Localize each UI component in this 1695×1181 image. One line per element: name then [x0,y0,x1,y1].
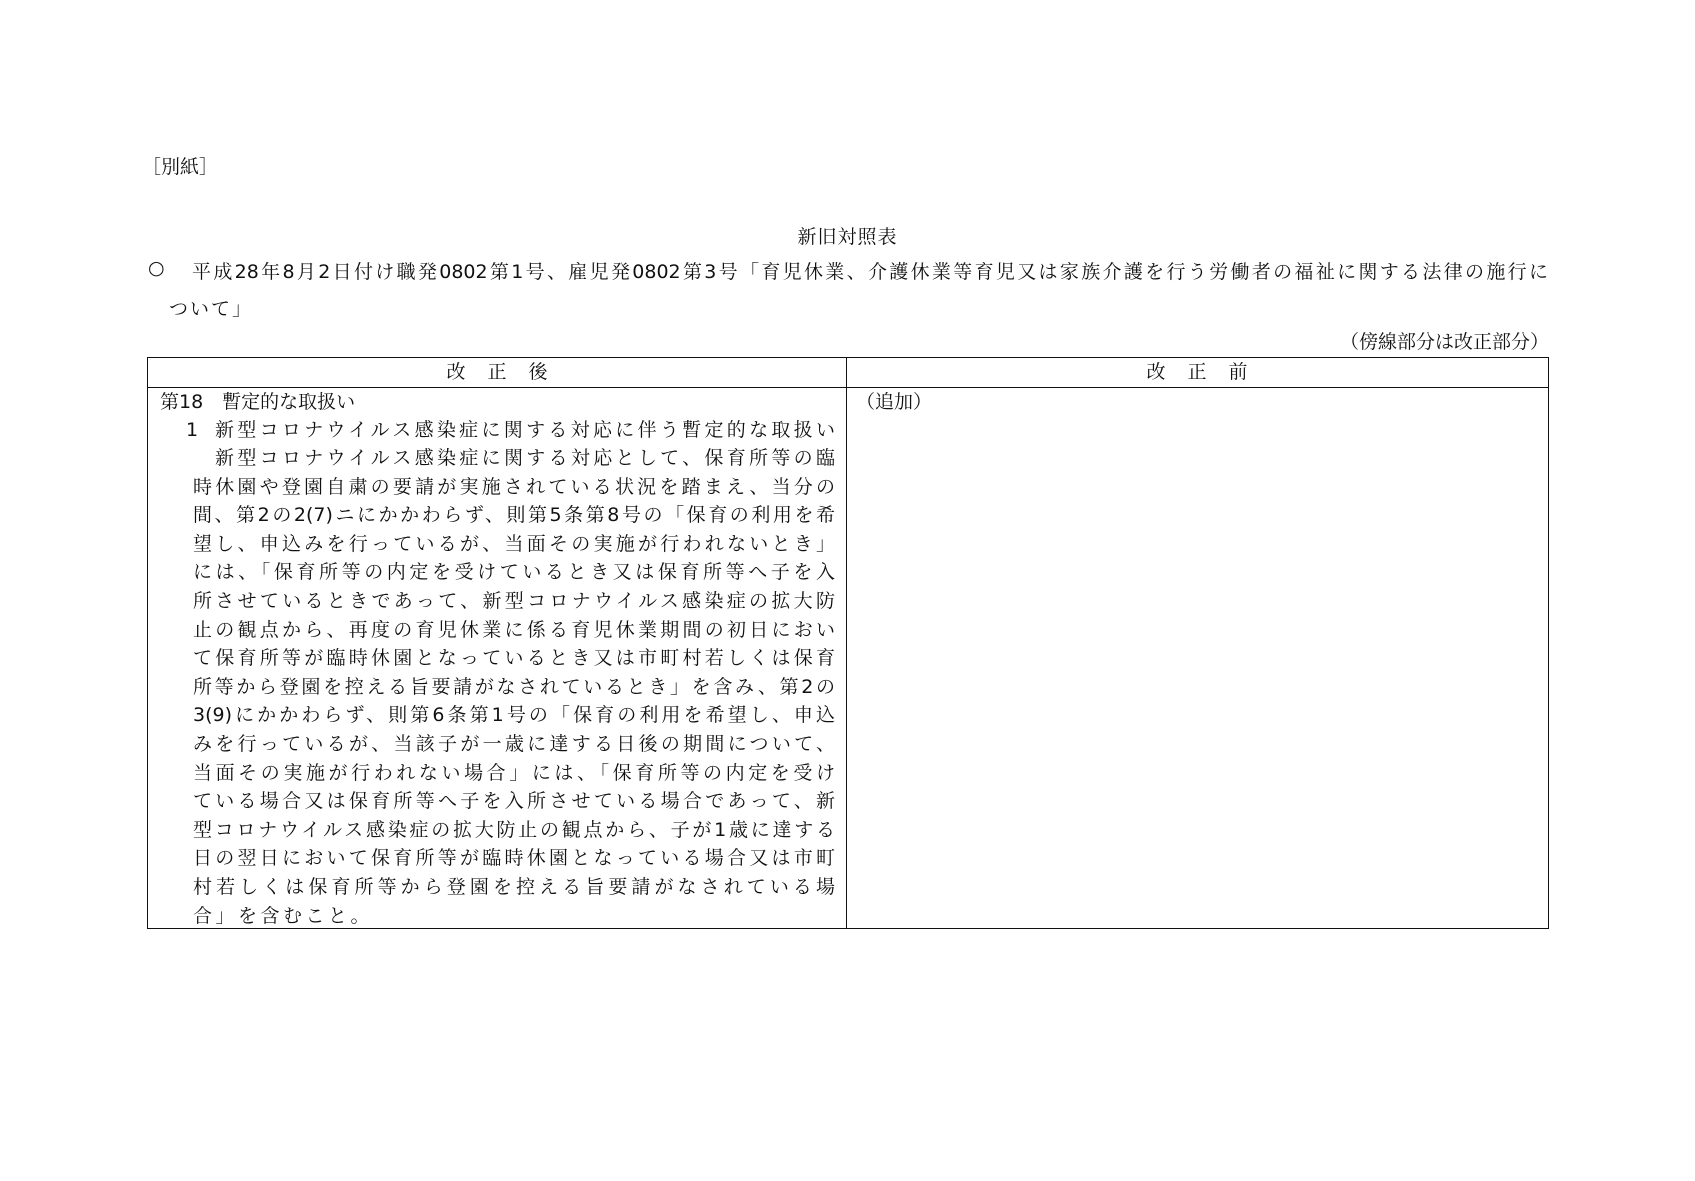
body-line: 所させているときであって、新型コロナウイルス感染症の拡大防 [193,590,835,612]
body-line: みを行っているが、当該子が一歳に達する日後の期間について、 [193,733,835,755]
body-line: 当面その実施が行われない場合」には、「保育所等の内定を受け [193,761,835,784]
table-header [148,358,1548,388]
attachment-label: ［別紙］ [142,156,219,178]
body-line: 合」を含むこと。 [193,904,374,927]
notice-line-1: 平成28年8月2日付け職発0802第1号、雇児発0802第3号「育児休業、介護休業等育児又は家族介護を行う労働者の福祉に関する法律の施行に [192,261,1548,283]
amendment-note: （傍線部分は改正部分） [1339,331,1549,353]
body-line: 望し、申込みを行っているが、当面その実施が行われないとき」 [193,532,835,555]
body-line: 3(9)にかかわらず、則第6条第1号の「保育の利用を希望し、申込 [193,704,835,727]
header-before: 改正前 [1146,361,1270,383]
header-after: 改正後 [446,361,570,383]
comparison-table [147,357,1549,929]
item-title: 新型コロナウイルス感染症に関する対応に伴う暫定的な取扱い [215,419,835,441]
body-line: 日の翌日において保育所等が臨時休園となっている場合又は市町 [193,847,835,870]
body-line: には、「保育所等の内定を受けているとき又は保育所等へ子を入 [193,561,835,584]
body-line: 新型コロナウイルス感染症に関する対応として、保育所等の臨 [215,447,835,469]
body-line: 村若しくは保育所等から登園を控える旨要請がなされている場 [193,876,835,898]
before-cell-text: （追加） [856,391,933,413]
notice-line-2: ついて」 [169,298,254,320]
body-line: 止の観点から、再度の育児休業に係る育児休業期間の初日におい [193,618,835,641]
body-line: 時休園や登園自粛の要請が実施されている状況を踏まえ、当分の [193,475,835,498]
body-line: て保育所等が臨時休園となっているとき又は市町村若しくは保育 [193,647,835,670]
column-divider [846,358,847,928]
body-line: 所等から登園を控える旨要請がなされているとき」を含み、第2の [193,675,835,698]
page-title: 新旧対照表 [797,226,898,248]
item-number: 1 [186,419,199,441]
body-line: 間、第2の2(7)ニにかかわらず、則第5条第8号の「保育の利用を希 [193,504,835,527]
body-line: ている場合又は保育所等へ子を入所させている場合であって、新 [193,790,835,813]
notice-bullet: ○ [148,257,165,279]
body-line: 型コロナウイルス感染症の拡大防止の観点から、子が1歳に達する [193,818,835,841]
section-heading: 第18 暫定的な取扱い [160,391,356,413]
